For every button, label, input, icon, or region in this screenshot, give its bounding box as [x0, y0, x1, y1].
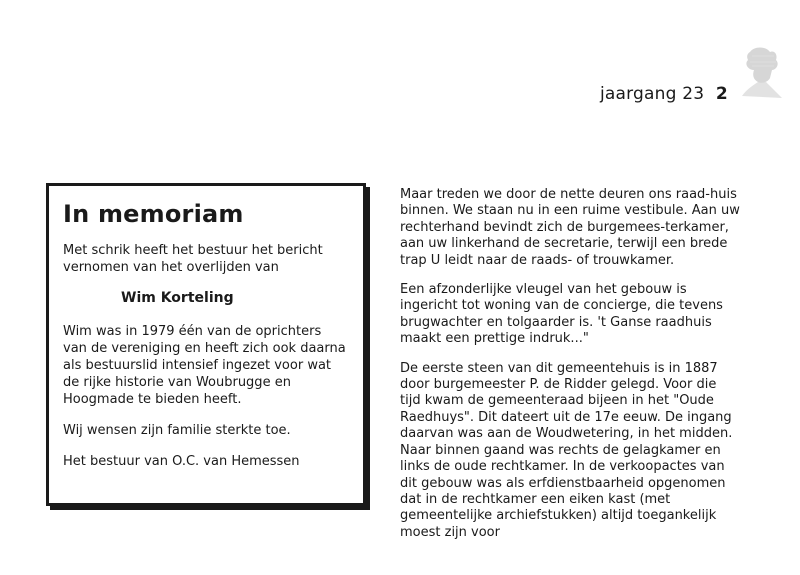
- memoriam-name: Wim Korteling: [121, 290, 234, 306]
- article-paragraph: De eerste steen van dit gemeentehuis is in 1887 door burgemeester P. de Ridder gelegd. Voor die tijd kwam de gemeenteraad bijeen in het "Oude Raedhuys". Dit dateert uit de 17e eeuw. De ingang daarvan was aan de Woudwetering, in het midden. Naar binnen gaand was rechts de gelagkamer en links de oude rechtkamer. In de verkoopactes van dit gebouw was als erfdienstbaarheid opgenomen dat in de rechtkamer een eiken kast (met gemeentelijke archiefstukken) altijd toegankelijk moest zijn voor: [400, 360, 733, 540]
- memoriam-intro: Met schrik heeft het bestuur het bericht vernomen van het overlijden van: [63, 243, 323, 275]
- society-logo-icon: [732, 44, 792, 100]
- in-memoriam-box: [46, 183, 366, 506]
- memoriam-signature: Het bestuur van O.C. van Hemessen: [63, 454, 300, 469]
- memoriam-wish: Wij wensen zijn familie sterkte toe.: [63, 423, 291, 438]
- memoriam-title: In memoriam: [63, 200, 244, 228]
- page-header: [600, 84, 728, 104]
- article-paragraph: Een afzonderlijke vleugel van het gebouw is ingericht tot woning van de concierge, die tevens brugwachter en tolgaarder is. 't Ganse raadhuis maakt een prettige indruk...": [400, 282, 723, 347]
- article-column: [400, 187, 740, 554]
- volume-label: jaargang 23: [600, 84, 705, 104]
- memoriam-body: Wim was in 1979 één van de oprichters van de vereniging en heeft zich ook daarna als bestuurslid intensief ingezet voor wat de rijke historie van Woubrugge en Hoogmade te bieden heeft.: [63, 324, 346, 407]
- article-paragraph: Maar treden we door de nette deuren ons raad-huis binnen. We staan nu in een ruime vestibule. Aan uw rechterhand bevindt zich de burgemees-terkamer, aan uw linkerhand de secretarie, terwijl een brede trap U leidt naar de raads- of trouwkamer.: [400, 187, 740, 268]
- page-number: 2: [715, 84, 728, 104]
